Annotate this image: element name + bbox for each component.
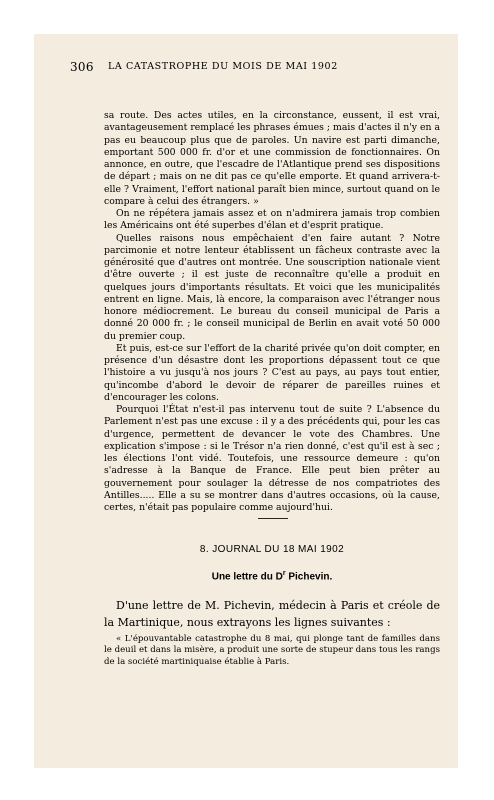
section-title: 8. JOURNAL DU 18 MAI 1902 (199, 544, 345, 555)
subtitle-name: Pichevin. (285, 571, 333, 583)
page-number: 306 (70, 60, 94, 74)
paragraph: Quelles raisons nous empêchaient d'en faire autant ? Notre parcimonie et notre lenteur établissent un fâcheux contraste avec la générosité que d'autres ont montrée. Une souscription nationale vient d'être ouverte ; il est juste de reconnaître qu'elle a produit en quelques jours d'importants résultats. Et voici que les municipalités entrent en ligne. Mais, là encore, la comparaison avec l'étranger nous honore médiocrement. Le bureau du conseil municipal de Paris a donné 20 000 fr. ; le conseil municipal de Berlin en avait voté 50 000 du premier coup. (104, 232, 440, 342)
paragraph: Et puis, est-ce sur l'effort de la charité privée qu'on doit compter, en présence d'un désastre dont les proportions dépassent tout ce que l'histoire a vu jusqu'à nos jours ? C'est au pays, au pays tout entier, qu'incombe d'abord le devoir de réparer de pareilles ruines et d'encourager les colons. (104, 342, 440, 403)
running-title: LA CATASTROPHE DU MOIS DE MAI 1902 (108, 61, 338, 72)
quoted-letter (104, 634, 440, 668)
subtitle-superscript: r (282, 570, 286, 577)
paragraph: On ne répétera jamais assez et on n'admirera jamais trop combien les Américains ont été superbes d'élan et d'esprit pratique. (104, 208, 440, 232)
quote-paragraph: « L'épouvantable catastrophe du 8 mai, qui plonge tant de familles dans le deuil et dans la misère, a produit une sorte de stupeur dans tous les rangs de la société martiniquaise établie à Paris. (104, 634, 440, 667)
section-divider (258, 518, 288, 519)
paragraph: sa route. Des actes utiles, en la circonstance, eussent, il est vrai, avantageusement remplacé les phrases émues ; mais d'actes il n'y en a pas eu beaucoup plus que de paroles. Un navire est parti dimanche, emportant 500 000 fr. d'or et une commission de fonctionnaires. On annonce, en outre, que l'escadre de l'Atlantique prend ses dispositions de départ ; mais on ne dit pas ce qu'elle emporte. Et quand arrivera-t-elle ? Vraiment, l'effort national paraît bien mince, surtout quand on le compare à celui des étrangers. » (104, 110, 440, 207)
subtitle-text: Une lettre du D (211, 571, 283, 583)
paragraph: Pourquoi l'État n'est-il pas intervenu tout de suite ? L'absence du Parlement n'est pas une excuse : il y a des précédents qui, pour les cas d'urgence, permettent de devancer le vote des Chambres. Une explication s'impose : si le Trésor n'a rien donné, c'est qu'il est à sec ; les élections l'ont vidé. Toutefois, une ressource demeure : qu'on s'adresse à la Banque de France. Elle peut bien prêter au gouvernement pour soulager la détresse de nos compatriotes des Antilles..... Elle a su se montrer dans d'autres occasions, où la cause, certes, n'était pas populaire comme aujourd'hui. (104, 404, 440, 513)
section-subtitle (104, 570, 440, 582)
body-text (104, 110, 440, 514)
intro-paragraph: D'une lettre de M. Pichevin, médecin à Paris et créole de la Martinique, nous extrayons les lignes suivantes : (104, 599, 440, 629)
intro-text (104, 597, 440, 631)
